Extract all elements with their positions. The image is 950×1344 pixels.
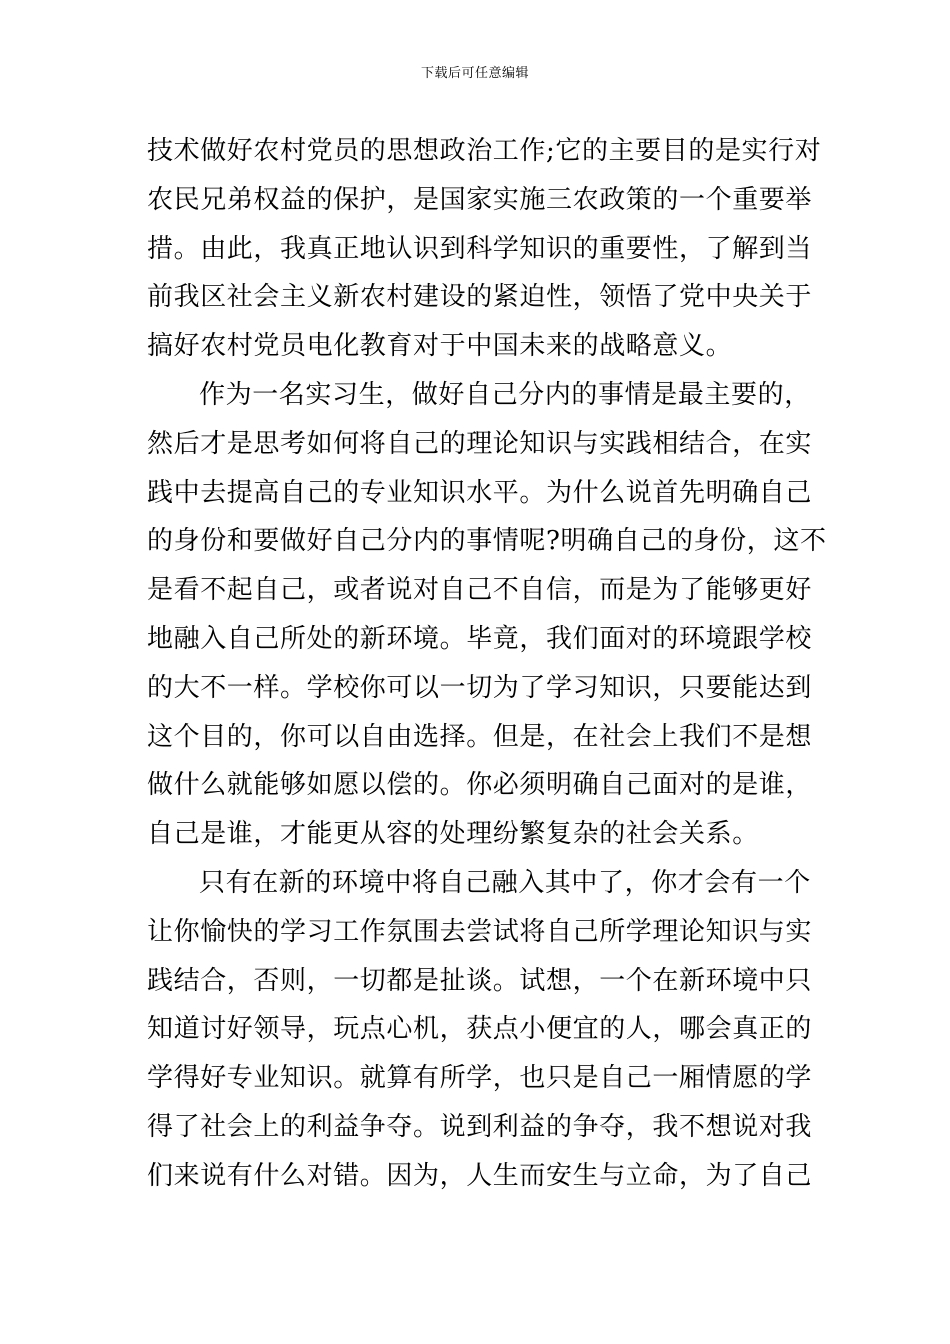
page-header: 下载后可任意编辑 [420,66,529,81]
text-line: 的大不一样。学校你可以一切为了学习知识，只要能达到 [147,672,813,703]
text-line: 践结合，否则，一切都是扯谈。试想，一个在新环境中只 [147,965,813,996]
text-line: 自己是谁，才能更从容的处理纷繁复杂的社会关系。 [147,819,759,850]
text-line: 农民兄弟权益的保护，是国家实施三农政策的一个重要举 [147,184,813,215]
document-body [147,127,827,1201]
text-line: 是看不起自己，或者说对自己不自信，而是为了能够更好 [147,575,813,606]
text-line: 践中去提高自己的专业知识水平。为什么说首先明确自己 [147,477,813,508]
text-line: 技术做好农村党员的思想政治工作;它的主要目的是实行对 [147,136,822,166]
text-line: 前我区社会主义新农村建设的紧迫性，领悟了党中央关于 [147,282,813,313]
text-line: 措。由此，我真正地认识到科学知识的重要性，了解到当 [147,233,813,264]
paragraph-start-line: 只有在新的环境中将自己融入其中了，你才会有一个 [199,867,811,898]
text-line: 让你愉快的学习工作氛围去尝试将自己所学理论知识与实 [147,916,813,947]
text-line: 搞好农村党员电化教育对于中国未来的战略意义。 [147,331,733,362]
paragraph-start-line: 作为一名实习生，做好自己分内的事情是最主要的， [199,379,811,410]
text-line: 知道讨好领导，玩点心机，获点小便宜的人，哪会真正的 [147,1014,813,1045]
text-line: 们来说有什么对错。因为，人生而安生与立命，为了自己 [147,1160,813,1191]
text-line: 然后才是思考如何将自己的理论知识与实践相结合，在实 [147,428,813,459]
text-line: 这个目的，你可以自由选择。但是，在社会上我们不是想 [147,721,813,752]
text-line: 学得好专业知识。就算有所学，也只是自己一厢情愿的学 [147,1063,813,1094]
text-line: 地融入自己所处的新环境。毕竟，我们面对的环境跟学校 [147,623,813,654]
text-line: 做什么就能够如愿以偿的。你必须明确自己面对的是谁， [147,770,813,801]
text-line: 的身份和要做好自己分内的事情呢?明确自己的身份，这不 [147,526,827,557]
text-line: 得了社会上的利益争夺。说到利益的争夺，我不想说对我 [147,1111,813,1142]
